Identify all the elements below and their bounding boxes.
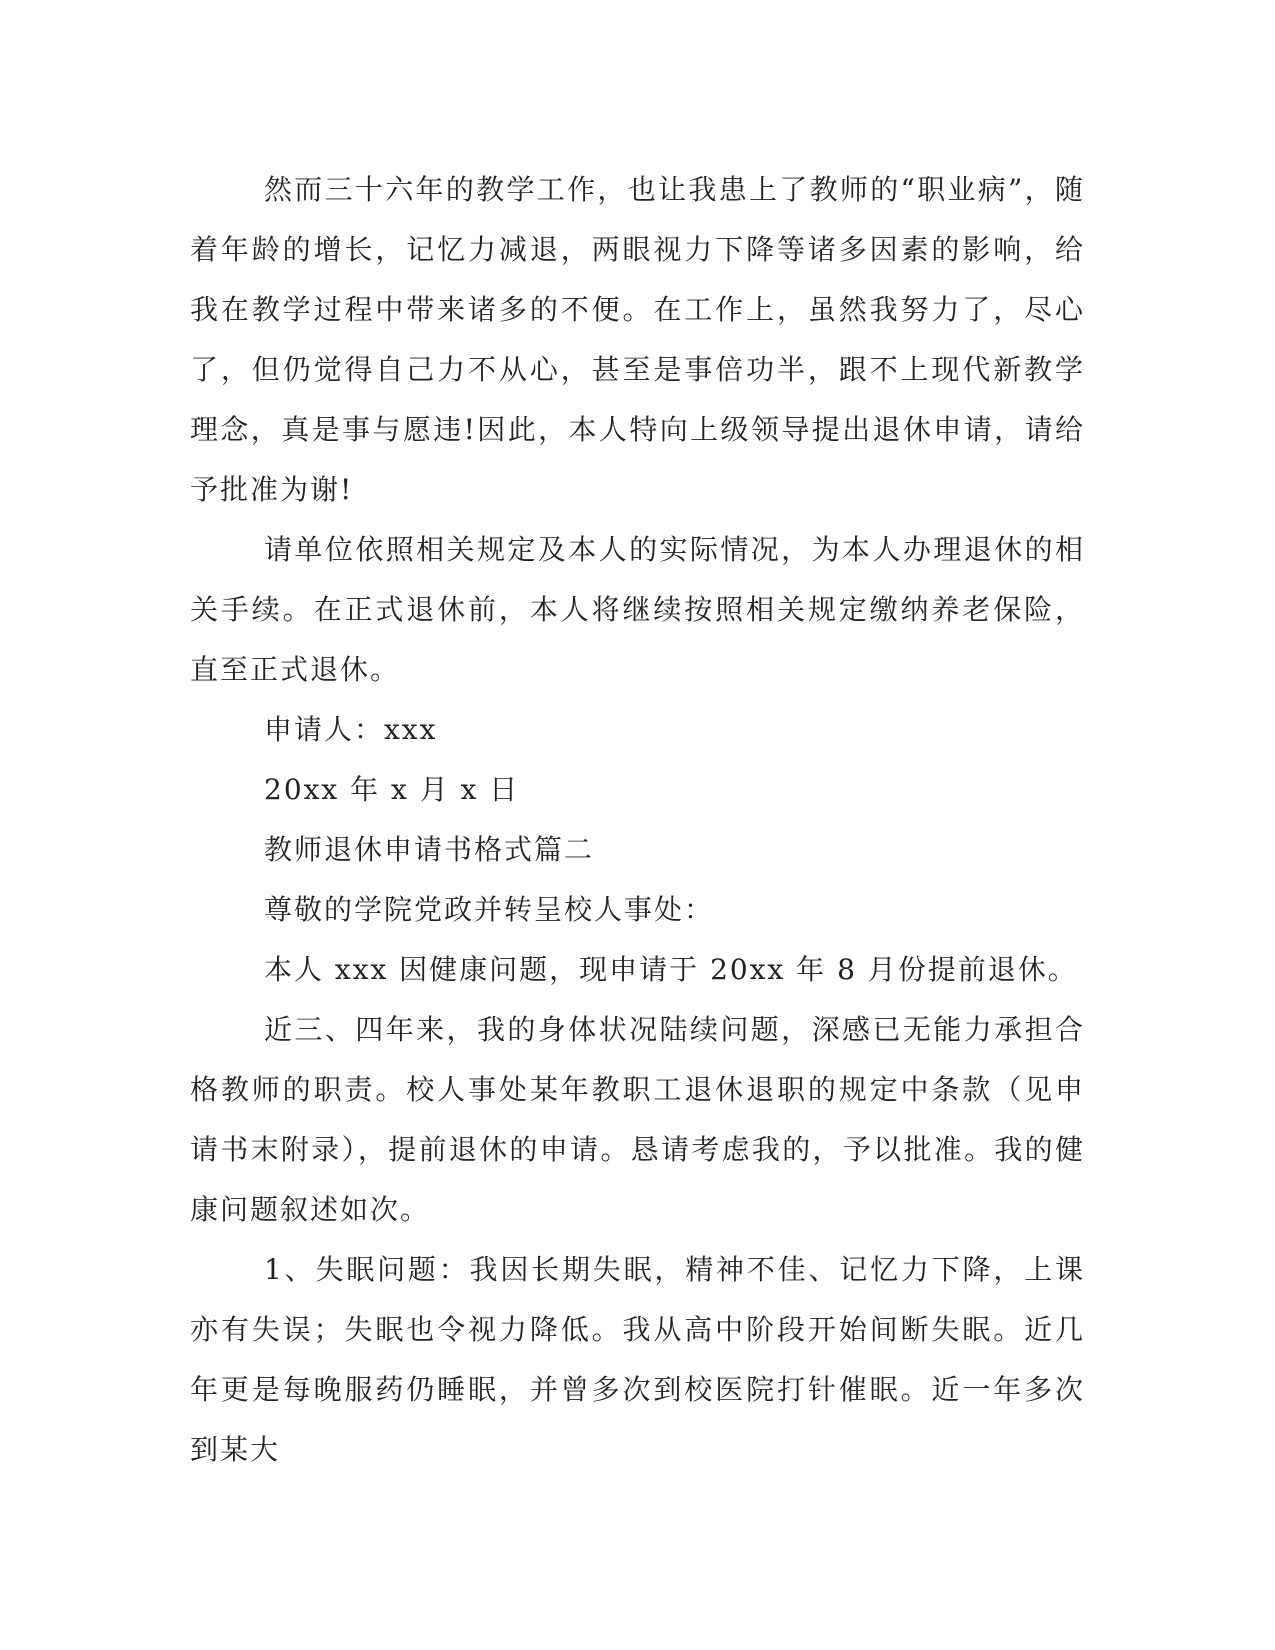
paragraph-occupational-disease: 然而三十六年的教学工作，也让我患上了教师的“职业病”，随着年龄的增长，记忆力减退，两眼视力下降等诸多因素的影响，给我在教学过程中带来诸多的不便。在工作上，虽然我努力了，尽心了，但仍觉得自己力不从心，甚至是事倍功半，跟不上现代新教学理念，真是事与愿违!因此，本人特向上级领导提出退休申请，请给予批准为谢! [190,173,1085,506]
paragraph-insomnia-problem: 1、失眠问题：我因长期失眠，精神不佳、记忆力下降，上课亦有失误；失眠也令视力降低。我从高中阶段开始间断失眠。近几年更是每晚服药仍睡眠，并曾多次到校医院打针催眠。近一年多次到某大 [190,1253,1085,1466]
salutation: 尊敬的学院党政并转呈校人事处： [264,893,715,926]
section-heading-part-two: 教师退休申请书格式篇二 [264,833,595,866]
document-body [190,160,1085,1480]
applicant-signature: 申请人：xxx [264,713,438,746]
paragraph-early-retirement-request: 本人 xxx 因健康问题，现申请于 20xx 年 8 月份提前退休。 [264,953,1078,986]
application-date: 20xx 年 x 月 x 日 [264,773,520,806]
paragraph-retirement-procedures: 请单位依照相关规定及本人的实际情况，为本人办理退休的相关手续。在正式退休前，本人将继续按照相关规定缴纳养老保险，直至正式退休。 [190,533,1085,686]
paragraph-health-condition: 近三、四年来，我的身体状况陆续问题，深感已无能力承担合格教师的职责。校人事处某年教职工退休退职的规定中条款（见申请书末附录），提前退休的申请。恳请考虑我的，予以批准。我的健康问题叙述如次。 [190,1013,1085,1226]
